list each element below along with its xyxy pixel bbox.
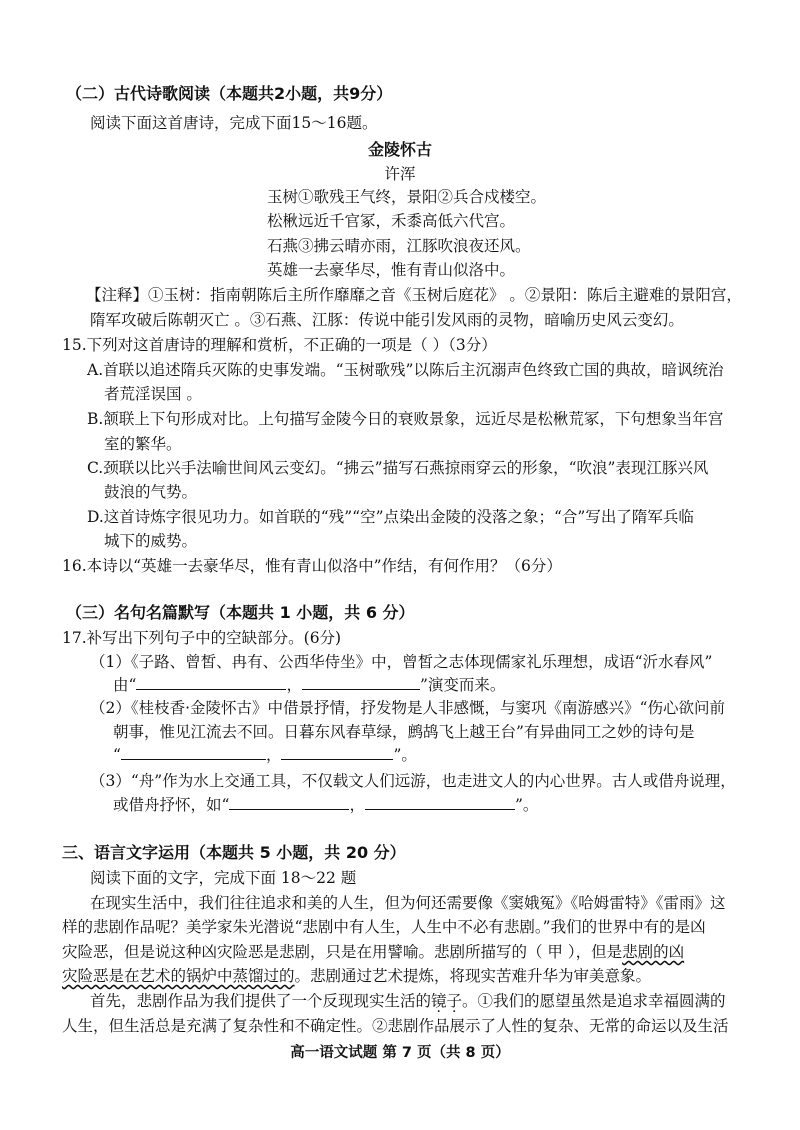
- passage-line: 样的悲剧作品呢？美学家朱光潜说“悲剧中有人生，人生中不必有悲剧。”我们的世界中有的是凶: [62, 918, 706, 936]
- item-1-mid: ，: [286, 676, 302, 694]
- poem-note-cont: 隋军攻破后陈朝灭亡 。③石燕、江豚：传说中能引发风雨的灵物，暗喻历史风云变幻。: [90, 311, 684, 329]
- question-16-stem: 16.本诗以“英雄一去豪华尽，惟有青山似洛中”作结，有何作用？（6分）: [62, 557, 562, 575]
- passage-text: 。悲剧通过艺术提炼，将现实苦难升华为审美意象。: [294, 967, 652, 985]
- item-3-pre: 或借舟抒怀，如“: [113, 796, 230, 814]
- passage-line: [62, 942, 684, 962]
- poem-line: 石燕③拂云晴亦雨，江豚吹浪夜还风。: [267, 237, 531, 255]
- option-b-cont: 室的繁华。: [104, 435, 182, 453]
- blank-2b[interactable]: [281, 745, 393, 760]
- item-3-post: ”。: [514, 796, 539, 814]
- item-3-mid: ，: [349, 796, 365, 814]
- blank-2a[interactable]: [121, 745, 266, 760]
- passage-text: 首先，悲剧作品为我们提供了一个反现现实生活的: [90, 992, 432, 1010]
- option-a: A.首联以追述隋兵灭陈的史事发端。“玉树歌残”以陈后主沉溺声色终致亡国的典故，暗讽统治: [87, 361, 724, 379]
- poem-note: 【注释】①玉树：指南朝陈后主所作靡靡之音《玉树后庭花》 。②景阳：陈后主避难的景阳宫，: [86, 286, 742, 304]
- part-3-header: 三、语言文字运用（本题共 5 小题，共 20 分）: [62, 843, 406, 862]
- option-d: D.这首诗炼字很见功力。如首联的“残”“空”点染出金陵的没落之象；“合”写出了隋军兵临: [87, 508, 694, 526]
- emphasis-dot-char: 子: [446, 992, 463, 1010]
- item-3-fill-line: [113, 795, 538, 815]
- blank-3a[interactable]: [229, 795, 349, 810]
- option-a-cont: 者荒淫误国 。: [104, 385, 202, 403]
- item-1-pre: 由“: [113, 676, 137, 694]
- section-2-header: （二）古代诗歌阅读（本题共2小题，共9分）: [66, 84, 393, 103]
- passage-line: [90, 991, 726, 1011]
- passage-line: 人生，但生活总是充满了复杂性和不确定性。②悲剧作品展示了人性的复杂、无常的命运以及生活: [62, 1017, 729, 1035]
- poem-line: 玉树①歌残王气终，景阳②兵合戍楼空。: [267, 188, 547, 206]
- question-17-stem: 17.补写出下列句子中的空缺部分。(6分): [62, 629, 342, 647]
- page-footer: 高一语文试题 第 7 页（共 8 页）: [290, 1045, 510, 1061]
- item-2-text: （2）《桂枝香·金陵怀古》中借景抒情，抒发物是人非感慨，与窦巩《南游感兴》“伤心欲问前: [90, 699, 725, 717]
- passage-line: [62, 966, 651, 986]
- poem-line: 英雄一去豪华尽，惟有青山似洛中。: [267, 261, 516, 279]
- item-2-fill-line: [113, 745, 417, 765]
- passage-text: 灾险恶，但是说这种凶灾险恶是悲剧，只是在用譬喻。悲剧所描写的（ 甲 ），但是: [62, 943, 623, 961]
- wavy-underlined-text: 灾险恶是在艺术的锅炉中蒸馏过的: [62, 967, 295, 985]
- wavy-underlined-text: 悲剧的凶: [622, 943, 685, 961]
- question-15-stem: 15.下列对这首唐诗的理解和赏析，不正确的一项是（ ）（3分）: [62, 336, 497, 354]
- item-1-post: ”演变而来。: [419, 676, 506, 694]
- passage-text: 。①我们的愿望虽然是追求幸福圆满的: [462, 992, 726, 1010]
- item-1-text: （1）《子路、曾皙、冉有、公西华侍坐》中，曾皙之志体现儒家礼乐理想，成语“沂水春风”: [90, 653, 713, 671]
- section-2-intro: 阅读下面这首唐诗，完成下面15～16题。: [90, 114, 378, 132]
- blank-3b[interactable]: [365, 795, 515, 810]
- item-1-fill-line: [113, 675, 505, 695]
- option-b: B.颔联上下句形成对比。上句描写金陵今日的衰败景象，远近尽是松楸荒冢，下句想象当年宫: [87, 410, 724, 428]
- item-2-pre: “: [113, 746, 121, 764]
- poem-author: 许浑: [384, 165, 416, 183]
- poem-title: 金陵怀古: [367, 140, 432, 159]
- blank-1b[interactable]: [302, 675, 420, 690]
- item-2-text-cont: 朝事，惟见江流去不回。日暮东风春草绿，鹧鸪飞上越王台”有异曲同工之妙的诗句是: [113, 723, 695, 741]
- part-3-intro: 阅读下面的文字，完成下面 18～22 题: [90, 869, 357, 887]
- blank-1a[interactable]: [136, 675, 286, 690]
- item-3-text: （3）“舟”作为水上交通工具，不仅载文人们远游，也走进文人的内心世界。古人或借舟说理，: [90, 772, 736, 790]
- section-3-header: （三）名句名篇默写（本题共 1 小题，共 6 分）: [66, 603, 415, 622]
- passage-line: 在现实生活中，我们往往追求和美的人生，但为何还需要像《窦娥冤》《哈姆雷特》《雷雨》这: [90, 894, 726, 912]
- option-c-cont: 鼓浪的气势。: [104, 483, 198, 501]
- item-2-mid: ，: [265, 746, 282, 764]
- option-d-cont: 城下的威势。: [104, 532, 198, 550]
- emphasis-dot-char: 镜: [431, 992, 447, 1010]
- option-c: C.颈联以比兴手法喻世间风云变幻。“拂云”描写石燕掠雨穿云的形象，“吹浪”表现江豚兴风: [87, 459, 709, 477]
- item-2-post: ”。: [393, 746, 417, 764]
- poem-line: 松楸远近千官冢，禾黍高低六代宫。: [267, 212, 516, 230]
